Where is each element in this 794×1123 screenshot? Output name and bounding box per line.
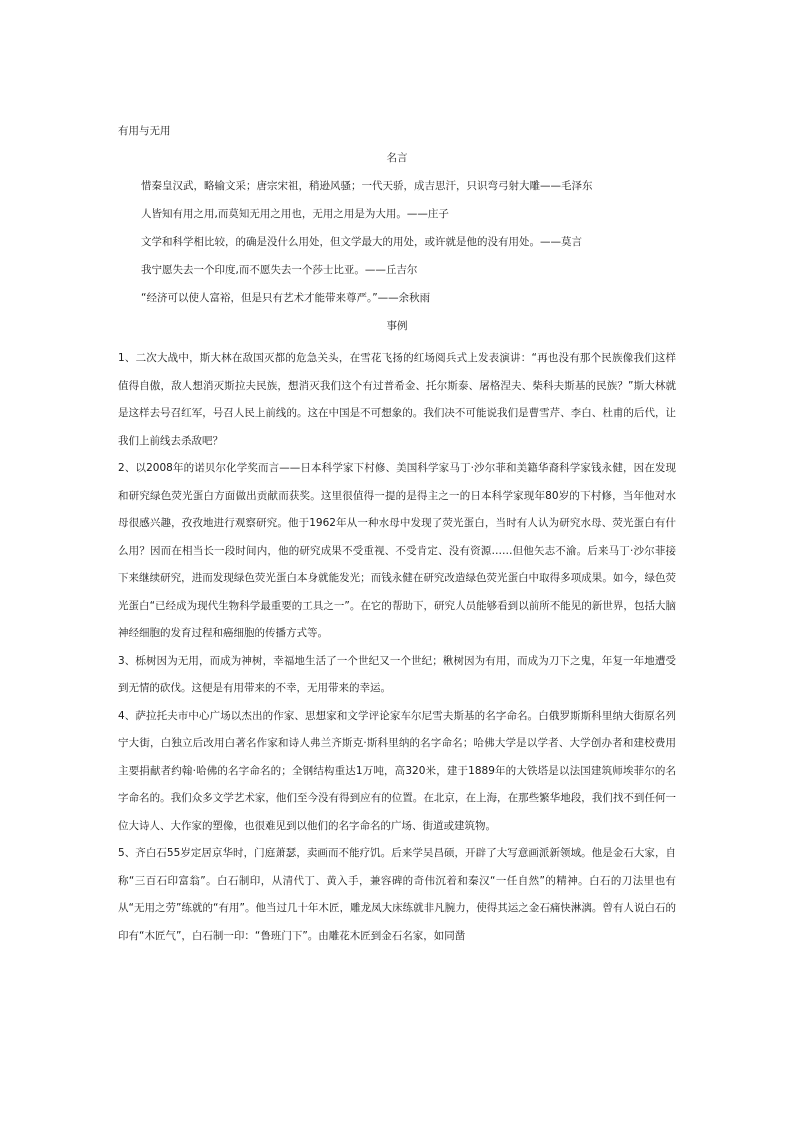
document-title: 有用与无用 xyxy=(118,125,171,137)
example-paragraph: 4、萨拉托夫市中心广场以杰出的作家、思想家和文学评论家车尔尼雪夫斯基的名字命名。白俄罗斯斯科里纳大街原名列宁大街，白独立后改用白著名作家和诗人弗兰齐斯克·斯科里纳的名字命名；哈佛大学是以学者、大学创办者和建校费用主要捐献者约翰·哈佛的名字命名的；全钢结构重达1万吨，高320米，建于1889年的大铁塔是以法国建筑师埃菲尔的名字命名的。我们众多文学艺术家，他们至今没有得到应有的位置。在北京，在上海，在那些繁华地段，我们找不到任何一位大诗人、大作家的塑像，也很难见到以他们的名字命名的广场、街道或建筑物。 xyxy=(118,709,676,832)
quote-item: 我宁愿失去一个印度,而不愿失去一个莎士比亚。——丘吉尔 xyxy=(141,264,418,276)
example-paragraph: 2、以2008年的诺贝尔化学奖而言——日本科学家下村修、美国科学家马丁·沙尔菲和美籍华裔科学家钱永健，因在发现和研究绿色荧光蛋白方面做出贡献而获奖。这里很值得一提的是得主之一的日本科学家现年80岁的下村修，当年他对水母很感兴趣，孜孜地进行观察研究。他于1962年从一种水母中发现了荧光蛋白，当时有人认为研究水母、荧光蛋白有什么用？因而在相当长一段时间内，他的研究成果不受重视、不受肯定、没有资源……但他矢志不渝。后来马丁·沙尔菲接下来继续研究，进而发现绿色荧光蛋白本身就能发光；而钱永健在研究改造绿色荧光蛋白中取得多项成果。如今，绿色荧光蛋白“已经成为现代生物科学最重要的工具之一”。在它的帮助下，研究人员能够看到以前所不能见的新世界，包括大脑神经细胞的发育过程和癌细胞的传播方式等。 xyxy=(118,462,676,639)
examples-heading: 事例 xyxy=(386,320,408,332)
quote-item: 人皆知有用之用,而莫知无用之用也，无用之用是为大用。——庄子 xyxy=(141,208,449,220)
example-paragraph: 3、栎树因为无用，而成为神树，幸福地生活了一个世纪又一个世纪；楸树因为有用，而成为刀下之鬼，年复一年地遭受到无情的砍伐。这便是有用带来的不幸，无用带来的幸运。 xyxy=(118,654,676,694)
example-paragraph: 5、齐白石55岁定居京华时，门庭萧瑟，卖画而不能疗饥。后来学吴昌硕，开辟了大写意画派新领域。他是金石大家，自称“三百石印富翁”。白石制印，从清代丁、黄入手，兼容碑的奇伟沉着和秦汉“一任自然”的精神。白石的刀法里也有从“无用之劳”练就的“有用”。他当过几十年木匠，雕龙凤大床练就非凡腕力，使得其运之金石痛快淋漓。曾有人说白石的印有“木匠气”，白石制一印：“鲁班门下”。由雕花木匠到金石名家，如同凿 xyxy=(118,847,676,942)
example-paragraph: 1、二次大战中，斯大林在敌国灭都的危急关头，在雪花飞扬的红场阅兵式上发表演讲：“再也没有那个民族像我们这样值得自傲，敌人想消灭斯拉夫民族，想消灭我们这个有过普希金、托尔斯泰、屠格涅夫、柴科夫斯基的民族？”斯大林就是这样去号召红军，号召人民上前线的。这在中国是不可想象的。我们决不可能说我们是曹雪芹、李白、杜甫的后代，让我们上前线去杀敌吧？ xyxy=(118,352,676,447)
quote-item: “经济可以使人富裕，但是只有艺术才能带来尊严。”——余秋雨 xyxy=(141,292,431,304)
examples-list xyxy=(118,345,676,950)
quote-item: 文学和科学相比较，的确是没什么用处，但文学最大的用处，或许就是他的没有用处。——莫言 xyxy=(141,236,582,248)
quotes-heading: 名言 xyxy=(386,152,408,164)
quote-item: 惜秦皇汉武，略输文采；唐宗宋祖，稍逊风骚；一代天骄，成吉思汗，只识弯弓射大雕——毛泽东 xyxy=(141,180,593,192)
